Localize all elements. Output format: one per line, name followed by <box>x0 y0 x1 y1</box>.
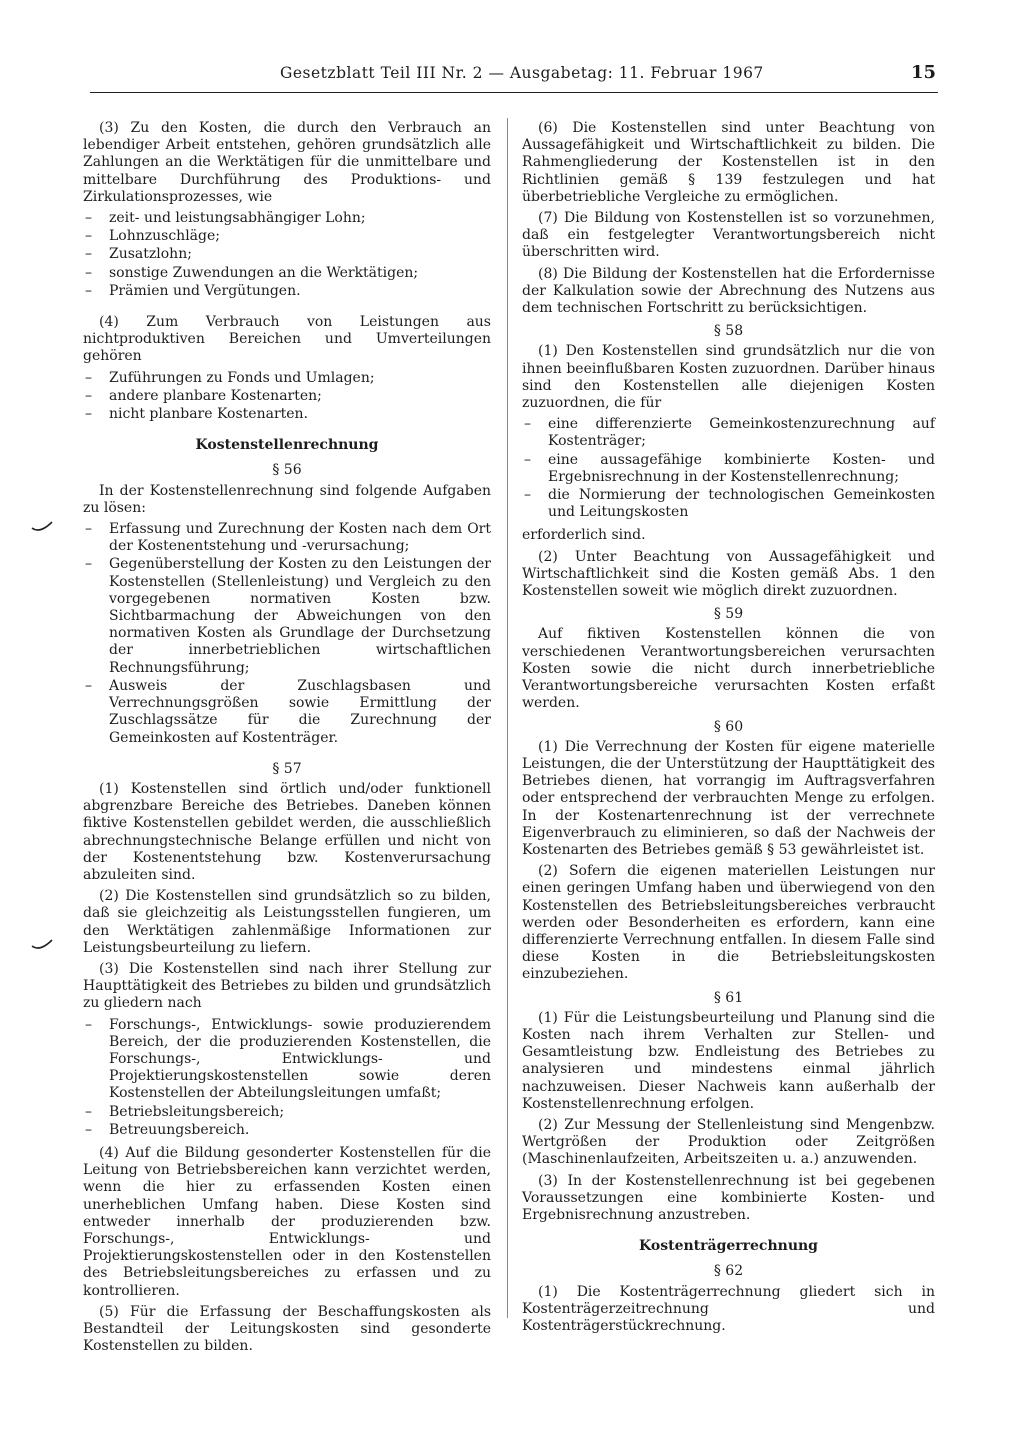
page-number: 15 <box>910 62 936 83</box>
paragraph: (7) Die Bildung von Kostenstellen ist so vorzunehmen, daß ein festgelegter Verantwortungsbereich nicht überschritten wird. <box>522 210 935 261</box>
paragraph: In der Kostenstellenrechnung sind folgende Aufgaben zu lösen: <box>83 482 491 516</box>
paragraph: (2) Zur Messung der Stellenleistung sind Mengenbzw. Wertgrößen der Produktion oder Zeitgrößen (Maschinenlaufzeiten, Arbeitszeiten u. a.) anzuwenden. <box>522 1116 935 1168</box>
list-item: – die Normierung der technologischen Gemeinkosten und Leitungskosten <box>522 487 935 521</box>
margin-check-mark <box>30 520 54 534</box>
header-rule <box>90 92 938 93</box>
paragraph: (1) Kostenstellen sind örtlich und/oder funktionell abgrenzbare Bereiche des Betriebes. Daneben können fiktive Kostenstellen gebildet werden, die ausschließlich abrechnungstechnische Belange erfüllen und nicht von der Kostenentstehung bzw. Kostenverursachung abzuleiten sind. <box>83 780 491 883</box>
section-number: § 58 <box>713 323 744 340</box>
allocation-list <box>522 416 935 521</box>
list-item: – eine aussagefähige kombinierte Kosten- und Ergebnisrechnung in der Kostenstellenrechnung; <box>522 452 935 486</box>
paragraph: (1) Für die Leistungsbeurteilung und Planung sind die Kosten nach ihrem Verhalten zur Stellen- und Gesamtleistung bzw. Endleistung des Betriebes zu analysieren und mindestens einmal jährlich nachzuweisen. Dieser Nachweis kann außerhalb der Kostenstellenrechnung erfolgen. <box>522 1009 935 1112</box>
list-item: – Gegenüberstellung der Kosten zu den Leistungen der Kostenstellen (Stellenleistung) und Vergleich zu den vorgegebenen normativen Kosten bzw. Sichtbarmachung der Abweichungen von den normativen Kosten als Grundlage der Durchsetzung der innerbetrieblichen wirtschaftlichen Rechnungsführung; <box>83 556 491 676</box>
list-item: – Lohnzuschläge; <box>83 228 491 245</box>
list-item: – Erfassung und Zurechnung der Kosten nach dem Ort der Kostenentstehung und -verursachung; <box>83 521 491 555</box>
list-item: – Zusatzlohn; <box>83 246 491 263</box>
list-item: – Ausweis der Zuschlagsbasen und Verrechnungsgrößen sowie Ermittlung der Zuschlagssätze für die Zurechnung der Gemeinkosten auf Kostenträger. <box>83 678 491 747</box>
section-number: § 59 <box>713 606 744 623</box>
section-number: § 56 <box>272 462 302 479</box>
right-column <box>522 120 935 1339</box>
paragraph: (3) In der Kostenstellenrechnung ist bei gegebenen Voraussetzungen eine kombinierte Kosten- und Ergebnisrechnung anzustreben. <box>522 1172 935 1223</box>
column-divider <box>507 118 508 1318</box>
left-column <box>83 120 491 1359</box>
list-item: – Betreuungsbereich. <box>83 1122 491 1139</box>
section-number: § 60 <box>713 718 744 735</box>
paragraph: (2) Die Kostenstellen sind grundsätzlich so zu bilden, daß sie gleichzeitig als Leistungsstellen fungieren, um den Werktätigen zahlenmäßige Informationen zur Leistungsbeurteilung zu liefern. <box>83 888 491 956</box>
paragraph: (2) Sofern die eigenen materiellen Leistungen nur einen geringen Umfang haben und überwiegend von den Kostenstellen des Betriebsleitungsbereiches verbraucht werden oder Besonderheiten es erfordern, kann eine differenzierte Verrechnung entfallen. In diesem Falle sind diese Kosten in die Betriebsleitungskosten einzubeziehen. <box>522 863 935 983</box>
cost-list <box>83 370 491 424</box>
paragraph: (8) Die Bildung der Kostenstellen hat die Erfordernisse der Kalkulation sowie der Abrechnung des Nutzens aus dem technischen Fortschritt zu berücksichtigen. <box>522 265 935 317</box>
paragraph: (1) Die Verrechnung der Kosten für eigene materielle Leistungen, die der Unterstützung der Haupttätigkeit des Betriebes dienen, hat vorrangig im Auftragsverfahren oder entsprechend der verbrauchten Menge zu erfolgen. In der Kostenartenrechnung ist der verrechnete Eigenverbrauch zu eliminieren, so daß der Nachweis der Kostenarten des Betriebes gemäß § 53 gewährleistet ist. <box>522 738 935 858</box>
list-item: – Betriebsleitungsbereich; <box>83 1104 491 1121</box>
paragraph: (1) Die Kostenträgerrechnung gliedert sich in Kostenträgerzeitrechnung und Kostenträgerstückrechnung. <box>522 1283 935 1334</box>
list-item: – Prämien und Vergütungen. <box>83 283 491 300</box>
area-list <box>83 1017 491 1139</box>
section-number: § 61 <box>713 989 744 1006</box>
section-number: § 57 <box>272 760 302 777</box>
list-item: – Forschungs-, Entwicklungs- sowie produzierendem Bereich, der die produzierenden Kostenstellen, die Forschungs-, Entwicklungs- und Projektierungskostenstellen sowie deren Kostenstellen der Abteilungsleitungen umfaßt; <box>83 1017 491 1103</box>
paragraph: (4) Auf die Bildung gesonderter Kostenstellen für die Leitung von Betriebsbereichen kann verzichtet werden, wenn die hier zu erfassenden Kosten einen unerheblichen Umfang haben. Diese Kosten sind entweder innerhalb der produzierenden bzw. Forschungs-, Entwicklungs- und Projektierungskostenstellen oder in den Kostenstellen des Betriebsleitungsbereiches zu erfassen und zu kontrollieren. <box>83 1144 491 1299</box>
list-item: – zeit- und leistungsabhängiger Lohn; <box>83 210 491 227</box>
paragraph: (3) Zu den Kosten, die durch den Verbrauch an lebendiger Arbeit entstehen, gehören grundsätzlich alle Zahlungen an die Werktätigen für die unmittelbare und mittelbare Durchführung des Produktions- und Zirkulationsprozesses, wie <box>83 120 491 205</box>
paragraph: (3) Die Kostenstellen sind nach ihrer Stellung zur Haupttätigkeit des Betriebes zu bilden und grundsätzlich zu gliedern nach <box>83 960 491 1012</box>
page-header <box>90 64 938 90</box>
publication-title: Gesetzblatt Teil III Nr. 2 — Ausgabetag: 11. Februar 1967 <box>280 64 764 82</box>
list-item: – andere planbare Kostenarten; <box>83 388 491 405</box>
paragraph: (5) Für die Erfassung der Beschaffungskosten als Bestandteil der Leitungskosten sind gesonderte Kostenstellen zu bilden. <box>83 1303 491 1355</box>
section-heading: Kostenträgerrechnung <box>639 1238 818 1255</box>
paragraph: (2) Unter Beachtung von Aussagefähigkeit und Wirtschaftlichkeit sind die Kosten gemäß Abs. 1 den Kostenstellen soweit wie möglich direkt zuzuordnen. <box>522 548 935 600</box>
task-list <box>83 521 491 747</box>
paragraph: Auf fiktiven Kostenstellen können die von verschiedenen Verantwortungsbereichen verursachten Kosten sowie die nicht durch innerbetriebliche Verantwortungsbereiche verursachten Kosten erfaßt werden. <box>522 626 935 712</box>
paragraph: (6) Die Kostenstellen sind unter Beachtung von Aussagefähigkeit und Wirtschaftlichkeit zu bilden. Die Rahmengliederung der Kostenstellen ist in den Richtlinien gemäß § 139 festzulegen und hat überbetriebliche Vergleiche zu ermöglichen. <box>522 120 935 205</box>
list-item: – sonstige Zuwendungen an die Werktätigen; <box>83 265 491 282</box>
section-heading: Kostenstellenrechnung <box>195 437 379 454</box>
list-item: – Zuführungen zu Fonds und Umlagen; <box>83 370 491 387</box>
paragraph: (4) Zum Verbrauch von Leistungen aus nichtproduktiven Bereichen und Umverteilungen gehören <box>83 314 491 365</box>
spacer <box>83 306 491 314</box>
section-number: § 62 <box>713 1263 744 1280</box>
cost-list <box>83 210 491 300</box>
paragraph: erforderlich sind. <box>522 527 646 544</box>
list-item: – eine differenzierte Gemeinkostenzurechnung auf Kostenträger; <box>522 416 935 450</box>
list-item: – nicht planbare Kostenarten. <box>83 406 491 423</box>
margin-check-mark <box>30 938 54 952</box>
paragraph: (1) Den Kostenstellen sind grundsätzlich nur die von ihnen beeinflußbaren Kosten zuzuordnen. Darüber hinaus sind den Kostenstellen alle diejenigen Kosten zuzuordnen, die für <box>522 343 935 412</box>
